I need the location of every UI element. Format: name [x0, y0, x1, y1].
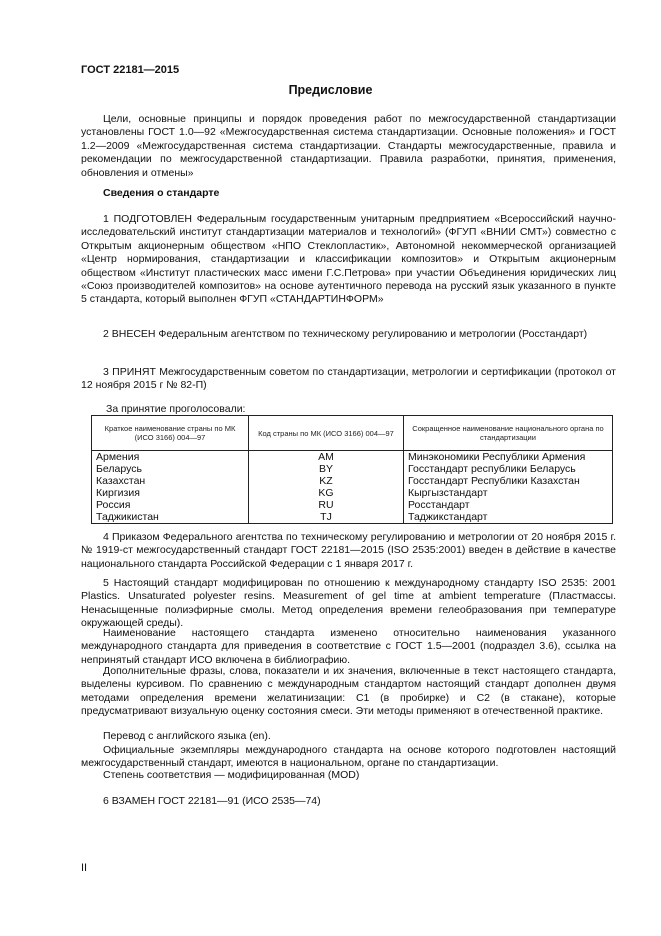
section-heading: Сведения о стандарте — [103, 187, 220, 199]
agency-cell: Минэкономики Республики Армения — [404, 451, 613, 464]
item-2-paragraph: 2 ВНЕСЕН Федеральным агентством по техническому регулированию и метрологии (Росстандарт) — [103, 328, 588, 340]
page-number: II — [81, 862, 88, 874]
vote-table-header-country: Краткое наименование страны по МК (ИСО 3166) 004—97 — [92, 416, 249, 451]
item-1-paragraph: 1 ПОДГОТОВЛЕН Федеральным государственным унитарным предприятием «Всероссийский научно-исследовательский институт стандартизации материалов и технологий» (ФГУП «ВНИИ СМТ») совместно с Открытым акционерным обществом «НПО Стеклопластик», Автономной некоммерческой организацией «Центр нормирования, стандартизации и классификации композитов» и Открытым акционерным обществом «Институт пластических масс имени Г.С.Петрова» при участии Объединения юридических лиц «Союз производителей композитов» на основе аутентичного перевода на русский язык указанного в пункте 5 стандарта, который выполнен ФГУП «СТАНДАРТИНФОРМ» — [81, 213, 616, 306]
table-row — [92, 463, 613, 475]
country-cell: Армения — [92, 451, 249, 464]
country-cell: Киргизия — [92, 487, 249, 499]
code-cell: RU — [249, 499, 404, 511]
agency-cell: Госстандарт республики Беларусь — [404, 463, 613, 475]
country-cell: Россия — [92, 499, 249, 511]
country-cell: Казахстан — [92, 475, 249, 487]
country-cell: Беларусь — [92, 463, 249, 475]
code-cell: KG — [249, 487, 404, 499]
vote-table-header-code: Код страны по МК (ИСО 3166) 004—97 — [249, 416, 404, 451]
table-row — [92, 475, 613, 487]
table-row — [92, 451, 613, 464]
agency-cell: Госстандарт Республики Казахстан — [404, 475, 613, 487]
code-cell: TJ — [249, 511, 404, 524]
item-5-name-paragraph: Наименование настоящего стандарта изменено относительно наименования указанного международного стандарта для приведения в соответствие с ГОСТ 1.5—2001 (подраздел 3.6), ссылка на непринятый стандарт ИСО включена в библиографию. — [81, 627, 616, 666]
item-3-paragraph: 3 ПРИНЯТ Межгосударственным советом по стандартизации, метрологии и сертификации (протокол от 12 ноября 2015 г № 82-П) — [81, 366, 616, 392]
agency-cell: Таджикстандарт — [404, 511, 613, 524]
code-cell: BY — [249, 463, 404, 475]
table-row — [92, 511, 613, 524]
page-title: Предисловие — [288, 83, 373, 97]
document-header: ГОСТ 22181—2015 — [81, 64, 180, 76]
code-cell: AM — [249, 451, 404, 464]
vote-table-header-agency: Сокращенное наименование национального органа по стандартизации — [404, 416, 613, 451]
item-5-conformity-paragraph: Степень соответствия — модифицированная (MOD) — [103, 769, 360, 781]
code-cell: KZ — [249, 475, 404, 487]
agency-cell: Кыргызстандарт — [404, 487, 613, 499]
item-5-translation-paragraph: Перевод с английского языка (en). — [103, 730, 271, 742]
agency-cell: Росстандарт — [404, 499, 613, 511]
item-5-paragraph: 5 Настоящий стандарт модифицирован по отношению к международному стандарту ISO 2535: 2001 Plastics. Unsaturated polyester resins. Measurement of gel time at ambient temperature (Пластмассы. Ненасыщенные полиэфирные смолы. Метод определения времени гелеобразования при температуре окружающей среды). — [81, 577, 616, 630]
vote-table — [91, 415, 613, 524]
vote-table-label: За принятие проголосовали: — [106, 403, 246, 415]
item-5-official-copies-paragraph: Официальные экземпляры международного стандарта на основе которого подготовлен настоящий межгосударственный стандарт, имеются в национальном, органе по стандартизации. — [81, 744, 616, 770]
table-row — [92, 499, 613, 511]
item-4-paragraph: 4 Приказом Федерального агентства по техническому регулированию и метрологии от 20 ноября 2015 г. № 1919-ст межгосударственный стандарт ГОСТ 22181—2015 (ISO 2535:2001) введен в действие в качестве национального стандарта Российской Федерации с 1 января 2017 г. — [81, 531, 616, 570]
item-6-paragraph: 6 ВЗАМЕН ГОСТ 22181—91 (ИСО 2535—74) — [103, 795, 321, 807]
intro-paragraph: Цели, основные принципы и порядок проведения работ по межгосударственной стандартизации установлены ГОСТ 1.0—92 «Межгосударственная система стандартизации. Основные положения» и ГОСТ 1.2—2009 «Межгосударственная система стандартизации. Стандарты межгосударственные, правила и рекомендации по межгосударственной стандартизации. Правила разработки, принятия, применения, обновления и отмены» — [81, 113, 616, 179]
table-row — [92, 487, 613, 499]
country-cell: Таджикистан — [92, 511, 249, 524]
item-5-additions-paragraph: Дополнительные фразы, слова, показатели и их значения, включенные в текст настоящего стандарта, выделены курсивом. По сравнению с международным стандартом настоящий стандарт дополнен двумя методами определения времени желатинизации: С1 (в пробирке) и С2 (в стакане), которые предусматривают визуальную оценку состояния смеси. Эти методы применяют в отечественной практике. — [81, 665, 616, 718]
